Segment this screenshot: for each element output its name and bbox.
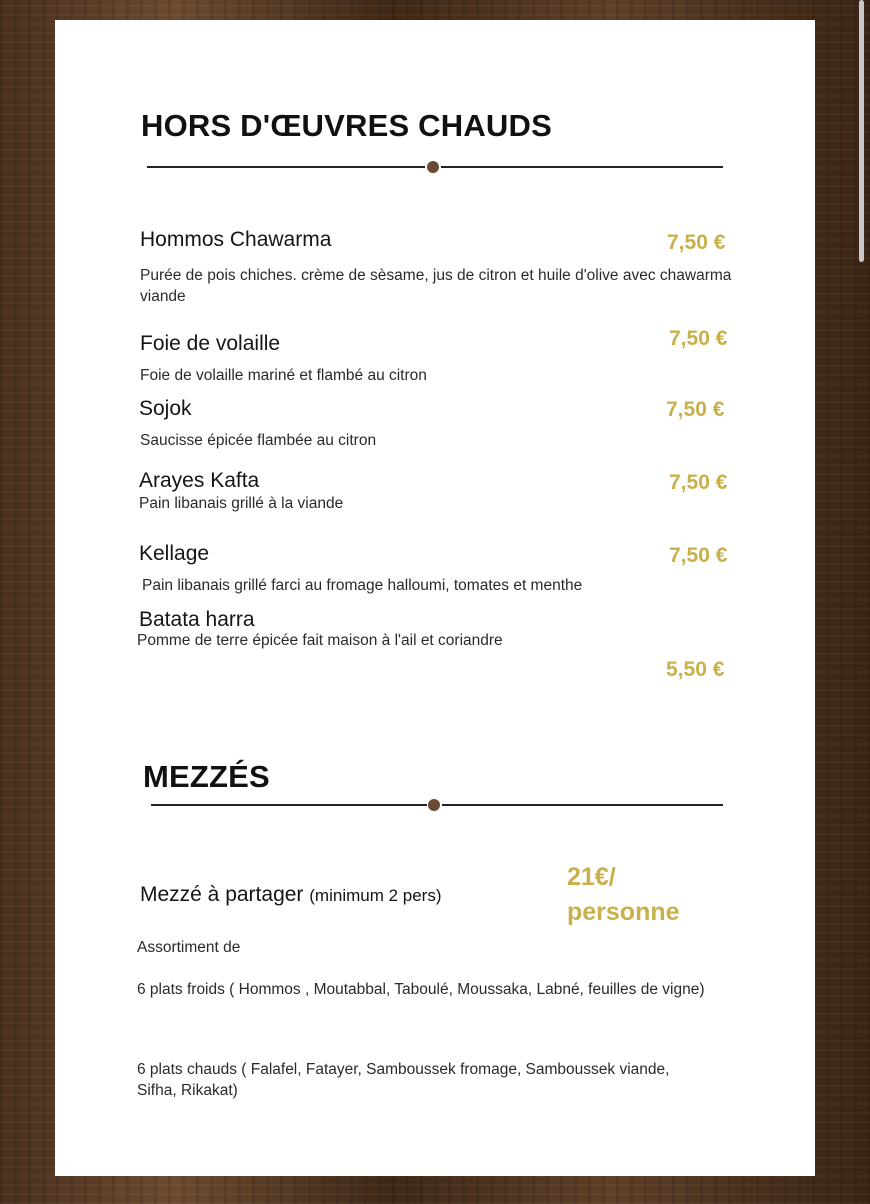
menu-item-description: Pain libanais grillé farci au fromage halloumi, tomates et menthe (142, 577, 583, 594)
mezze-intro: Assortiment de (137, 939, 241, 956)
divider-dot-icon (427, 161, 439, 173)
divider-dot-icon (428, 799, 440, 811)
mezze-item-note: (minimum 2 pers) (309, 886, 442, 905)
mezze-item-name: Mezzé à partager (140, 883, 304, 906)
mezze-item (140, 883, 442, 907)
mezze-item-price: 21€/ personne (567, 863, 680, 926)
menu-item-name: Arayes Kafta (139, 469, 260, 492)
menu-item-description: Pain libanais grillé à la viande (139, 495, 344, 512)
section-title-hot: HORS D'ŒUVRES CHAUDS (141, 108, 552, 143)
menu-item-name: Batata harra (139, 608, 255, 631)
menu-item-price: 7,50 € (667, 231, 726, 254)
section-divider-hot (147, 160, 723, 174)
section-divider-mezze (151, 798, 723, 812)
menu-item-name: Foie de volaille (140, 332, 281, 355)
menu-item-description: Saucisse épicée flambée au citron (140, 432, 377, 449)
menu-item-description: Pomme de terre épicée fait maison à l'ail et coriandre (137, 632, 503, 649)
menu-item-price: 7,50 € (666, 398, 725, 421)
section-title-mezze: MEZZÉS (143, 759, 270, 794)
menu-item-price: 7,50 € (669, 544, 728, 567)
mezze-cold-dishes: 6 plats froids ( Hommos , Moutabbal, Taboulé, Moussaka, Labné, feuilles de vigne) (137, 981, 705, 998)
menu-item-price: 7,50 € (669, 327, 728, 350)
menu-page (55, 20, 815, 1176)
menu-item-price: 5,50 € (666, 658, 725, 681)
menu-item-name: Kellage (139, 542, 210, 565)
menu-item-name: Hommos Chawarma (140, 228, 332, 251)
scrollbar-thumb[interactable] (859, 0, 864, 262)
mezze-hot-dishes: 6 plats chauds ( Falafel, Fatayer, Samboussek fromage, Samboussek viande, Sifha, Rikakat) (137, 1061, 670, 1099)
menu-item-description: Foie de volaille mariné et flambé au citron (140, 367, 427, 384)
menu-item-price: 7,50 € (669, 471, 728, 494)
menu-item-description: Purée de pois chiches. crème de sèsame, jus de citron et huile d'olive avec chawarma viande (140, 267, 732, 305)
menu-item-name: Sojok (139, 397, 192, 420)
